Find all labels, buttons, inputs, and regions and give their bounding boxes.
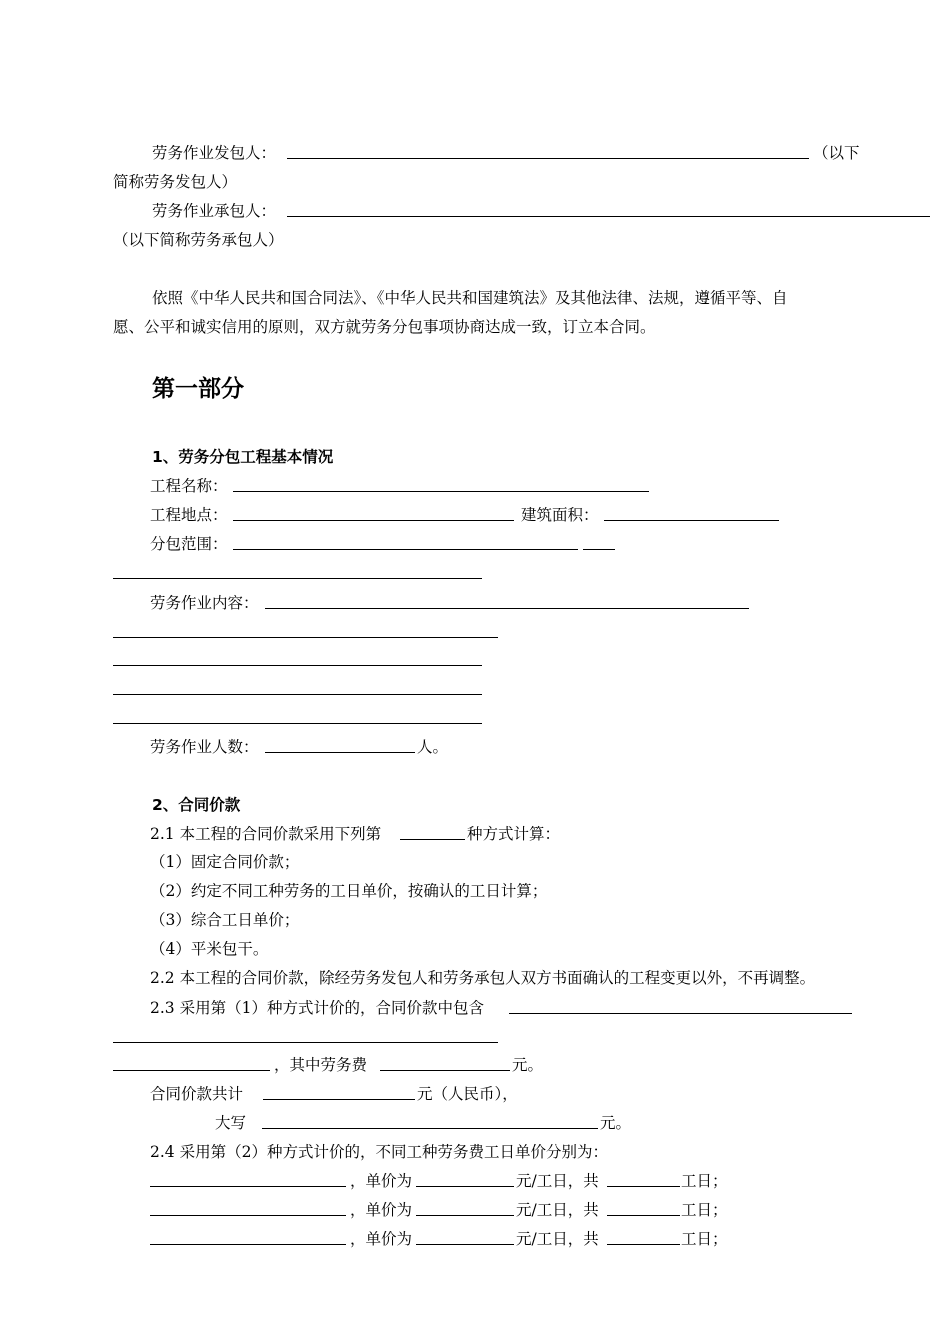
worktype-line[interactable]: [150, 1244, 346, 1245]
p23-text: 2.3 采用第（1）种方式计价的，合同价款中包含: [150, 999, 484, 1017]
p23-include-line-3[interactable]: [113, 1070, 270, 1071]
days-unit: 工日；: [681, 1201, 728, 1219]
scope-line-3[interactable]: [113, 578, 482, 579]
p24-text: 2.4 采用第（2）种方式计价的，不同工种劳务费工日单价分别为：: [150, 1143, 608, 1161]
scope-line-1[interactable]: [233, 549, 578, 550]
employer-suffix-cont: 简称劳务发包人）: [113, 173, 238, 191]
p23-include-line-1[interactable]: [509, 1013, 852, 1014]
days-line[interactable]: [607, 1215, 680, 1216]
work-content-label: 劳务作业内容：: [150, 594, 259, 612]
project-name-line[interactable]: [233, 491, 649, 492]
p22-text: 2.2 本工程的合同价款，除经劳务发包人和劳务承包人双方书面确认的工程变更以外，不再调整。: [150, 969, 816, 987]
part-title: 第一部分: [152, 376, 244, 402]
price-line[interactable]: [416, 1215, 514, 1216]
work-content-line-3[interactable]: [113, 665, 482, 666]
work-content-line-4[interactable]: [113, 694, 482, 695]
project-location-line[interactable]: [233, 520, 514, 521]
work-content-line-1[interactable]: [265, 608, 749, 609]
price-unit: 元/工日，共: [516, 1201, 599, 1219]
price-line[interactable]: [416, 1244, 514, 1245]
days-unit: 工日；: [681, 1230, 728, 1248]
upper-label: 大写: [215, 1114, 247, 1132]
contractor-label: 劳务作业承包人：: [152, 202, 277, 220]
section1-heading: 1、劳务分包工程基本情况: [152, 448, 334, 466]
price-label: ，单价为: [350, 1172, 413, 1190]
building-area-label: 建筑面积：: [521, 506, 599, 524]
total-unit: 元（人民币），: [417, 1085, 518, 1103]
scope-line-2[interactable]: [583, 549, 615, 550]
scope-label: 分包范围：: [150, 535, 228, 553]
days-line[interactable]: [607, 1244, 680, 1245]
work-content-line-2[interactable]: [113, 637, 498, 638]
worktype-line[interactable]: [150, 1186, 346, 1187]
days-unit: 工日；: [681, 1172, 728, 1190]
p21-method-line[interactable]: [400, 839, 465, 840]
workers-line[interactable]: [265, 752, 415, 753]
workers-unit: 人。: [417, 738, 449, 756]
work-content-line-5[interactable]: [113, 723, 482, 724]
total-line[interactable]: [263, 1099, 415, 1100]
option-3: （3）综合工日单价；: [150, 911, 300, 929]
labor-fee-unit: 元。: [512, 1056, 544, 1074]
price-label: ，单价为: [350, 1230, 413, 1248]
upper-line[interactable]: [262, 1128, 598, 1129]
intro-line-1: 依照《中华人民共和国合同法》、《中华人民共和国建筑法》及其他法律、法规，遵循平等、自: [152, 289, 788, 307]
price-label: ，单价为: [350, 1201, 413, 1219]
labor-fee-line[interactable]: [380, 1070, 510, 1071]
days-line[interactable]: [607, 1186, 680, 1187]
p23-include-line-2[interactable]: [113, 1042, 498, 1043]
upper-unit: 元。: [600, 1114, 632, 1132]
workers-label: 劳务作业人数：: [150, 738, 259, 756]
section2-heading: 2、合同价款: [152, 796, 241, 814]
employer-input-line[interactable]: [287, 158, 809, 159]
contractor-input-line[interactable]: [287, 216, 930, 217]
price-unit: 元/工日，共: [516, 1172, 599, 1190]
option-4: （4）平米包干。: [150, 940, 269, 958]
p23-labor-label: ，其中劳务费: [274, 1056, 368, 1074]
worktype-line[interactable]: [150, 1215, 346, 1216]
price-line[interactable]: [416, 1186, 514, 1187]
p21-text: 2.1 本工程的合同价款采用下列第: [150, 825, 382, 843]
project-name-label: 工程名称：: [150, 477, 228, 495]
contractor-suffix: （以下简称劳务承包人）: [113, 231, 284, 249]
intro-line-2: 愿、公平和诚实信用的原则，双方就劳务分包事项协商达成一致，订立本合同。: [113, 318, 656, 336]
total-label: 合同价款共计: [150, 1085, 244, 1103]
price-unit: 元/工日，共: [516, 1230, 599, 1248]
employer-label: 劳务作业发包人：: [152, 144, 277, 162]
option-1: （1）固定合同价款；: [150, 853, 300, 871]
option-2: （2）约定不同工种劳务的工日单价，按确认的工日计算；: [150, 882, 548, 900]
employer-suffix: （以下: [813, 144, 860, 162]
project-location-label: 工程地点：: [150, 506, 228, 524]
building-area-line[interactable]: [604, 520, 779, 521]
p21-text-end: 种方式计算：: [467, 825, 561, 843]
